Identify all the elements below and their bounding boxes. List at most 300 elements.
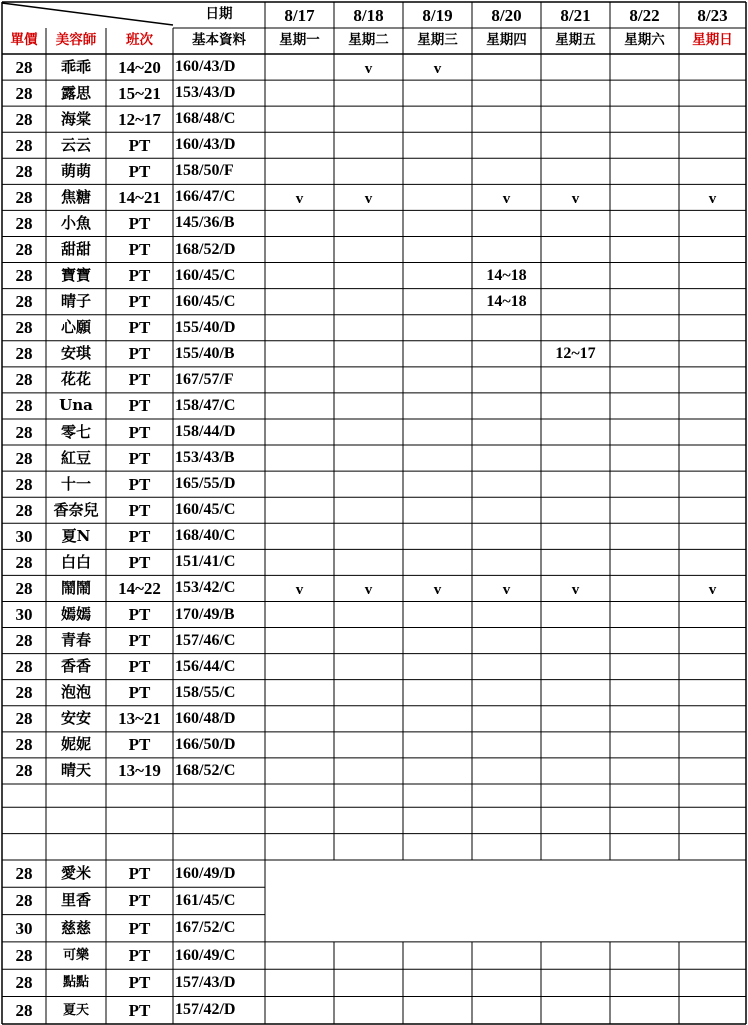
schedule-mark-cell (679, 106, 746, 132)
schedule-mark-cell: 12~17 (555, 344, 596, 362)
schedule-mark-cell (541, 497, 610, 523)
shift-cell: PT (128, 605, 151, 624)
schedule-mark-cell (610, 341, 679, 367)
schedule-mark-cell (541, 471, 610, 497)
price-cell: 28 (15, 213, 33, 233)
shift-cell: PT (128, 735, 151, 755)
date-header-cell: 8/19 (422, 5, 453, 25)
schedule-mark-cell (541, 680, 610, 706)
schedule-mark-cell (334, 549, 403, 575)
schedule-mark-cell (334, 628, 403, 654)
schedule-mark-cell: v (295, 581, 304, 598)
schedule-mark-cell (472, 706, 541, 732)
schedule-mark-cell (610, 732, 679, 758)
basic-info-cell: 160/49/D (175, 864, 236, 882)
date-header-label: 日期 (205, 6, 233, 23)
price-cell: 28 (15, 761, 33, 781)
stylist-name-cell: 夏N (61, 526, 91, 545)
basic-info-cell: 168/48/C (175, 110, 236, 128)
schedule-mark-cell (403, 758, 472, 784)
schedule-mark-cell (403, 80, 472, 106)
schedule-mark-cell (334, 315, 403, 341)
schedule-mark-cell (334, 471, 403, 497)
basic-info-cell: 167/52/C (175, 919, 236, 937)
price-cell: 28 (15, 135, 33, 155)
basic-info-cell: 155/40/B (175, 344, 235, 362)
price-cell: 28 (15, 370, 33, 390)
schedule-mark-cell (403, 367, 472, 393)
schedule-mark-cell (403, 341, 472, 367)
shift-cell: PT (128, 500, 151, 520)
weekday-header-cell: 星期五 (555, 32, 596, 49)
schedule-mark-cell (610, 80, 679, 106)
basic-info-cell: 168/52/D (175, 240, 236, 258)
schedule-mark-cell (472, 106, 541, 132)
stylist-name-cell: 香奈兒 (53, 500, 99, 519)
schedule-mark-cell (610, 367, 679, 393)
stylist-name-cell: 海棠 (60, 109, 91, 128)
schedule-mark-cell (610, 184, 679, 210)
schedule-mark-cell (403, 549, 472, 575)
schedule-mark-cell (403, 393, 472, 419)
shift-cell: PT (128, 448, 151, 468)
price-cell: 28 (15, 973, 33, 993)
schedule-mark-cell (334, 106, 403, 132)
schedule-mark-cell (541, 706, 610, 732)
schedule-mark-cell (679, 367, 746, 393)
schedule-mark-cell (610, 471, 679, 497)
schedule-mark-cell (541, 628, 610, 654)
schedule-mark-cell (403, 654, 472, 680)
unit-price-header: 單價 (10, 32, 38, 49)
schedule-mark-cell (610, 758, 679, 784)
schedule-mark-cell (610, 393, 679, 419)
schedule-mark-cell (472, 732, 541, 758)
schedule-mark-cell (541, 289, 610, 315)
basic-info-cell: 160/45/C (175, 266, 236, 284)
stylist-name-cell: 十一 (60, 474, 91, 493)
basic-info-cell: 157/43/D (175, 973, 236, 991)
schedule-mark-cell (265, 367, 334, 393)
price-cell: 28 (15, 864, 33, 884)
schedule-mark-cell (541, 654, 610, 680)
schedule-mark-cell (541, 158, 610, 184)
price-cell: 28 (15, 657, 33, 677)
price-cell: 28 (15, 266, 33, 286)
stylist-name-cell: 寶寶 (60, 266, 91, 285)
schedule-mark-cell (679, 393, 746, 419)
schedule-mark-cell (265, 158, 334, 184)
stylist-header: 美容師 (55, 32, 97, 49)
schedule-mark-cell (472, 419, 541, 445)
shift-cell: 14~22 (118, 578, 161, 598)
shift-cell: PT (128, 474, 151, 494)
shift-cell: 13~19 (118, 761, 161, 781)
schedule-mark-cell (334, 706, 403, 732)
schedule-mark-cell: v (295, 190, 304, 207)
price-cell: 28 (15, 448, 33, 468)
stylist-name-cell: 露思 (60, 83, 91, 102)
schedule-mark-cell (610, 523, 679, 549)
schedule-mark-cell (679, 158, 746, 184)
stylist-name-cell: 香香 (60, 657, 91, 676)
price-cell: 28 (15, 578, 33, 598)
basic-info-cell: 156/44/C (175, 657, 236, 675)
schedule-mark-cell: v (364, 60, 373, 77)
schedule-mark-cell (265, 680, 334, 706)
basic-info-cell: 158/50/F (175, 162, 234, 180)
schedule-mark-cell: v (708, 190, 717, 207)
schedule-mark-cell (403, 471, 472, 497)
schedule-mark-cell (265, 523, 334, 549)
stylist-name-cell: 花花 (60, 370, 91, 389)
schedule-mark-cell (472, 523, 541, 549)
schedule-mark-cell (541, 601, 610, 627)
basic-info-cell: 153/43/B (175, 449, 235, 467)
schedule-mark-cell (265, 210, 334, 236)
schedule-mark-cell (334, 210, 403, 236)
schedule-mark-cell (334, 758, 403, 784)
schedule-mark-cell (541, 367, 610, 393)
schedule-mark-cell (610, 210, 679, 236)
schedule-mark-cell (265, 497, 334, 523)
shift-cell: PT (128, 396, 151, 416)
schedule-mark-cell (403, 419, 472, 445)
schedule-mark-cell (610, 628, 679, 654)
price-cell: 28 (15, 109, 33, 129)
shift-cell: PT (128, 266, 151, 286)
date-header-cell: 8/22 (629, 5, 660, 25)
schedule-mark-cell (541, 523, 610, 549)
schedule-mark-cell (334, 445, 403, 471)
basic-info-cell: 160/43/D (175, 58, 236, 76)
basic-info-cell: 155/40/D (175, 318, 236, 336)
schedule-mark-cell (403, 523, 472, 549)
schedule-mark-cell (679, 80, 746, 106)
stylist-name-cell: 夏天 (62, 1002, 89, 1018)
schedule-mark-cell (265, 549, 334, 575)
schedule-mark-cell: v (433, 60, 442, 77)
basic-info-cell: 157/42/D (175, 1001, 236, 1019)
schedule-mark-cell (334, 289, 403, 315)
shift-cell: PT (128, 370, 151, 390)
schedule-mark-cell: v (433, 581, 442, 598)
schedule-mark-cell (541, 315, 610, 341)
basic-info-cell: 166/50/D (175, 735, 236, 753)
schedule-mark-cell (403, 210, 472, 236)
price-cell: 28 (15, 891, 33, 911)
price-cell: 28 (15, 946, 33, 966)
schedule-mark-cell (265, 289, 334, 315)
date-header-cell: 8/20 (491, 5, 522, 25)
basic-info-cell: 160/48/D (175, 709, 236, 727)
schedule-mark-cell (334, 419, 403, 445)
schedule-mark-cell (265, 54, 334, 80)
basic-info-cell: 153/43/D (175, 84, 236, 102)
schedule-mark-cell (679, 680, 746, 706)
schedule-mark-cell (679, 54, 746, 80)
schedule-mark-cell (610, 680, 679, 706)
price-cell: 28 (15, 735, 33, 755)
stylist-name-cell: 心願 (60, 318, 91, 337)
schedule-mark-cell (610, 654, 679, 680)
basic-info-cell: 160/45/C (175, 501, 236, 519)
weekday-header-cell: 星期三 (417, 32, 458, 49)
basic-info-cell: 145/36/B (175, 214, 235, 232)
schedule-mark-cell (472, 54, 541, 80)
shift-cell: PT (128, 161, 151, 181)
price-cell: 28 (15, 187, 33, 207)
price-cell: 28 (15, 318, 33, 338)
basic-info-cell: 158/44/D (175, 423, 236, 440)
schedule-mark-cell (679, 471, 746, 497)
stylist-name-cell: 鬧鬧 (60, 578, 91, 597)
schedule-mark-cell (610, 445, 679, 471)
shift-cell: 14~21 (118, 187, 161, 207)
stylist-name-cell: 安琪 (60, 344, 91, 363)
basic-info-cell: 165/55/D (175, 475, 236, 493)
price-cell: 28 (15, 683, 33, 703)
date-header-cell: 8/21 (560, 5, 591, 25)
price-cell: 30 (15, 918, 33, 938)
shift-cell: 12~17 (118, 109, 161, 129)
basic-info-cell: 160/43/D (175, 136, 236, 154)
price-cell: 28 (15, 161, 33, 181)
schedule-mark-cell (403, 315, 472, 341)
schedule-mark-cell (610, 497, 679, 523)
price-cell: 28 (15, 500, 33, 520)
schedule-mark-cell (679, 523, 746, 549)
date-header-cell: 8/18 (353, 5, 384, 25)
schedule-mark-cell (265, 445, 334, 471)
basic-info-cell: 168/40/C (175, 527, 236, 545)
price-cell: 28 (15, 396, 33, 416)
schedule-mark-cell (679, 210, 746, 236)
schedule-mark-cell (334, 236, 403, 262)
schedule-mark-cell (610, 263, 679, 289)
schedule-mark-cell (334, 158, 403, 184)
schedule-mark-cell (265, 601, 334, 627)
price-cell: 28 (15, 552, 33, 572)
schedule-mark-cell: 14~18 (486, 292, 527, 310)
schedule-mark-cell (265, 236, 334, 262)
stylist-name-cell: 里香 (60, 891, 91, 910)
shift-cell: PT (128, 864, 151, 884)
price-cell: 28 (15, 344, 33, 364)
schedule-mark-cell (334, 497, 403, 523)
basic-info-cell: 167/57/F (175, 370, 234, 388)
schedule-mark-cell (403, 184, 472, 210)
schedule-mark-cell (541, 210, 610, 236)
shift-cell: PT (128, 1000, 151, 1020)
schedule-mark-cell (679, 758, 746, 784)
schedule-mark-cell (541, 549, 610, 575)
schedule-mark-cell (472, 654, 541, 680)
price-cell: 30 (15, 526, 33, 546)
stylist-name-cell: 愛米 (60, 864, 91, 883)
schedule-mark-cell (610, 236, 679, 262)
schedule-mark-cell (610, 158, 679, 184)
schedule-mark-cell (541, 393, 610, 419)
basic-info-cell: 166/47/C (175, 188, 236, 206)
schedule-mark-cell (334, 80, 403, 106)
schedule-mark-cell (472, 497, 541, 523)
schedule-mark-cell (679, 732, 746, 758)
stylist-name-cell: 小魚 (60, 213, 91, 232)
price-cell: 28 (15, 240, 33, 260)
schedule-mark-cell (472, 680, 541, 706)
price-cell: 28 (15, 709, 33, 729)
weekday-header-cell: 星期六 (624, 32, 665, 49)
schedule-mark-cell (541, 80, 610, 106)
schedule-mark-cell (265, 419, 334, 445)
schedule-mark-cell (472, 236, 541, 262)
basic-info-cell: 153/42/C (175, 579, 236, 597)
stylist-name-cell: 零七 (60, 422, 91, 441)
schedule-mark-cell (403, 158, 472, 184)
weekday-header-cell: 星期一 (279, 32, 320, 49)
schedule-mark-cell (403, 445, 472, 471)
shift-cell: PT (128, 240, 151, 260)
schedule-mark-cell (334, 601, 403, 627)
shift-cell: PT (128, 552, 151, 572)
schedule-mark-cell (472, 158, 541, 184)
shift-cell: PT (128, 526, 151, 546)
schedule-mark-cell (472, 601, 541, 627)
shift-cell: PT (128, 657, 151, 677)
schedule-mark-cell (403, 106, 472, 132)
schedule-mark-cell (334, 341, 403, 367)
stylist-name-cell: 焦糖 (60, 187, 91, 206)
schedule-mark-cell (472, 393, 541, 419)
stylist-name-cell: 甜甜 (60, 240, 91, 259)
schedule-mark-cell (610, 601, 679, 627)
schedule-mark-cell: v (708, 581, 717, 598)
schedule-mark-cell (610, 549, 679, 575)
schedule-mark-cell (541, 106, 610, 132)
stylist-name-cell: 安安 (60, 709, 91, 728)
schedule-mark-cell (265, 80, 334, 106)
stylist-name-cell: 泡泡 (60, 683, 91, 702)
schedule-mark-cell (334, 523, 403, 549)
basic-info-cell: 170/49/B (175, 605, 235, 623)
schedule-mark-cell (679, 315, 746, 341)
basic-info-cell: 160/45/C (175, 292, 236, 310)
basic-info-cell: 151/41/C (175, 553, 236, 571)
schedule-mark-cell (541, 54, 610, 80)
schedule-mark-cell (403, 289, 472, 315)
schedule-mark-cell (679, 549, 746, 575)
schedule-mark-cell (541, 758, 610, 784)
schedule-mark-cell (403, 628, 472, 654)
schedule-mark-cell: v (571, 190, 580, 207)
schedule-mark-cell (403, 263, 472, 289)
shift-cell: PT (128, 422, 151, 442)
schedule-mark-cell (472, 471, 541, 497)
shift-cell: PT (128, 946, 151, 966)
schedule-mark-cell (541, 236, 610, 262)
schedule-mark-cell (265, 263, 334, 289)
schedule-mark-cell (334, 367, 403, 393)
shift-cell: PT (128, 631, 151, 651)
schedule-mark-cell (610, 706, 679, 732)
schedule-mark-cell (265, 471, 334, 497)
stylist-name-cell: 晴子 (60, 292, 91, 311)
price-cell: 30 (15, 605, 33, 624)
schedule-mark-cell (679, 419, 746, 445)
schedule-mark-cell (472, 628, 541, 654)
schedule-mark-cell (679, 706, 746, 732)
schedule-mark-cell: 14~18 (486, 266, 527, 284)
schedule-mark-cell (610, 132, 679, 158)
schedule-mark-cell (541, 445, 610, 471)
price-cell: 28 (15, 474, 33, 494)
basic-info-header: 基本資料 (192, 32, 246, 49)
schedule-mark-cell (334, 132, 403, 158)
schedule-mark-cell (403, 132, 472, 158)
basic-info-cell: 157/46/C (175, 631, 236, 649)
schedule-mark-cell (265, 628, 334, 654)
schedule-mark-cell (472, 549, 541, 575)
schedule-mark-cell (334, 654, 403, 680)
weekday-header-cell: 星期二 (348, 32, 389, 49)
schedule-mark-cell (265, 654, 334, 680)
schedule-mark-cell (472, 445, 541, 471)
schedule-mark-cell (679, 132, 746, 158)
schedule-mark-cell (472, 80, 541, 106)
basic-info-cell: 158/55/C (175, 683, 236, 701)
date-header-cell: 8/23 (697, 5, 728, 25)
shift-cell: 13~21 (118, 709, 161, 729)
schedule-mark-cell (610, 315, 679, 341)
schedule-mark-cell (265, 132, 334, 158)
schedule-mark-cell (679, 601, 746, 627)
schedule-mark-cell (403, 732, 472, 758)
price-cell: 28 (15, 83, 33, 103)
weekday-header-cell: 星期日 (692, 32, 733, 49)
shift-cell: PT (128, 683, 151, 703)
basic-info-cell: 161/45/C (175, 891, 236, 909)
schedule-mark-cell (472, 758, 541, 784)
basic-info-cell: 158/47/C (175, 396, 236, 414)
price-cell: 28 (15, 631, 33, 651)
schedule-mark-cell (472, 367, 541, 393)
shift-cell: PT (128, 213, 151, 233)
stylist-name-cell: 乖乖 (60, 57, 91, 76)
schedule-mark-cell (334, 732, 403, 758)
basic-info-cell: 160/49/C (175, 946, 236, 964)
schedule-mark-cell (679, 445, 746, 471)
header-diagonal-line (2, 3, 173, 25)
schedule-mark-cell (541, 732, 610, 758)
stylist-name-cell: 萌萌 (60, 161, 91, 180)
schedule-mark-cell (403, 706, 472, 732)
schedule-mark-cell (541, 263, 610, 289)
schedule-mark-cell (679, 497, 746, 523)
stylist-name-cell: 妮妮 (60, 735, 91, 754)
shift-cell: 14~20 (118, 57, 161, 77)
schedule-mark-cell (610, 54, 679, 80)
schedule-mark-cell: v (364, 190, 373, 207)
schedule-mark-cell (403, 680, 472, 706)
schedule-mark-cell (541, 419, 610, 445)
schedule-mark-cell (265, 106, 334, 132)
stylist-name-cell: 青春 (60, 631, 91, 650)
stylist-name-cell: 紅豆 (60, 448, 91, 467)
shift-cell: PT (128, 318, 151, 338)
schedule-mark-cell (403, 497, 472, 523)
price-cell: 28 (15, 57, 33, 77)
